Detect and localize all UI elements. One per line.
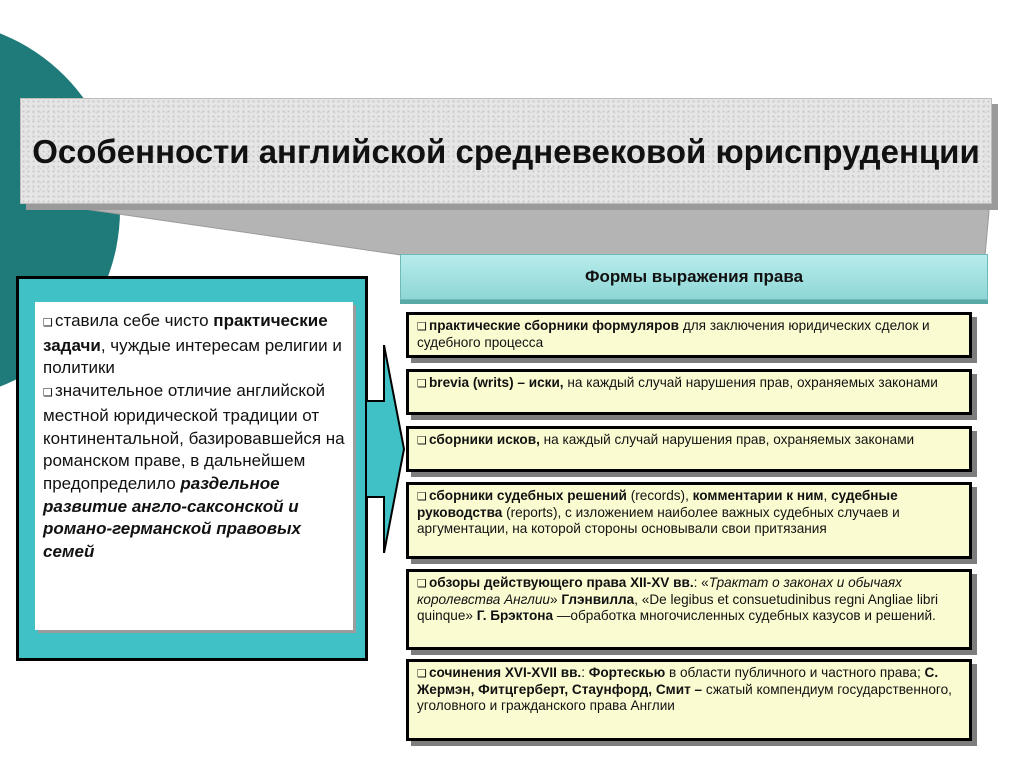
text-segment: раздельное развитие англо-саксонской и романо-германской правовых семей — [43, 473, 301, 562]
arrow-right-icon — [366, 345, 406, 553]
text-segment: Трактат о законах и обычаях королевства Англии — [417, 575, 902, 607]
left-panel-paragraph — [43, 310, 345, 380]
text-segment: комментарии к ним — [692, 488, 824, 503]
text-segment: значительное отличие английской местной юридической традиции от континентальной, базировавшейся на романском праве, в дальнейшем предопределило — [43, 381, 345, 493]
text-segment: » — [549, 591, 562, 607]
text-segment: Фортескью — [588, 665, 666, 680]
text-segment: : « — [693, 575, 709, 590]
text-segment: практические сборники формуляров — [429, 318, 680, 333]
forms-header — [400, 254, 988, 300]
left-panel-paragraph — [43, 380, 345, 564]
text-segment: для заключения юридических сделок и судебного процесса — [417, 318, 930, 350]
text-segment: brevia (writs) – иски, — [429, 375, 564, 390]
checkbox-bullet-icon: ❑ — [43, 386, 53, 400]
checkbox-bullet-icon: ❑ — [43, 316, 53, 329]
forms-header-label: Формы выражения права — [584, 267, 804, 286]
text-segment: сочинения XVI-XVII вв. — [429, 665, 582, 680]
checkbox-bullet-icon: ❑ — [417, 667, 427, 680]
form-item — [406, 312, 972, 358]
title-banner — [20, 98, 992, 204]
text-segment: С. Жермэн, Фитцгерберт, Стаунфорд, Смит – — [417, 665, 939, 697]
text-segment: , «De legibus et consuetudinibus regni Angliae libri quinque» — [417, 591, 939, 623]
checkbox-bullet-icon: ❑ — [417, 434, 427, 447]
text-segment: сжатый компендиум государственного, уголовного и гражданского права Англии — [417, 681, 952, 713]
form-item — [406, 369, 972, 415]
text-segment: (reports), с изложением наиболее важных судебных случаев и аргументации, на которой стороны основывали свои притязания — [417, 504, 900, 536]
text-segment: : — [581, 665, 589, 680]
checkbox-bullet-icon: ❑ — [417, 490, 427, 503]
text-segment: ставила себе чисто — [55, 311, 214, 330]
text-segment: в области публичного и частного права; — [665, 665, 925, 680]
text-segment: сборники судебных решений — [429, 488, 627, 503]
text-segment: судебные руководства — [417, 488, 898, 520]
text-segment: (records), — [626, 488, 693, 503]
form-item — [406, 426, 972, 472]
form-item — [406, 659, 972, 741]
text-segment: на каждый случай нарушения прав, охраняемых законами — [563, 375, 938, 390]
text-segment: обзоры действующего права XII-XV вв. — [429, 575, 694, 590]
text-segment: Г. Брэктона — [476, 607, 554, 623]
checkbox-bullet-icon: ❑ — [417, 377, 427, 390]
checkbox-bullet-icon: ❑ — [417, 320, 427, 333]
form-item — [406, 569, 972, 650]
checkbox-bullet-icon: ❑ — [417, 577, 427, 590]
text-segment: практические задачи — [43, 311, 328, 355]
text-segment: , — [823, 488, 832, 503]
text-segment: , чуждые интересам религии и политики — [43, 335, 342, 378]
text-segment: —обработка многочисленных судебных казусов и решений. — [553, 607, 936, 623]
text-segment: Глэнвилла — [561, 591, 635, 607]
page-title: Особенности английской средневековой юриспруденции — [32, 133, 980, 170]
text-segment: сборники исков, — [429, 432, 540, 447]
form-item — [406, 482, 972, 559]
text-segment: на каждый случай нарушения прав, охраняемых законами — [539, 432, 915, 447]
left-panel-text — [35, 302, 353, 630]
